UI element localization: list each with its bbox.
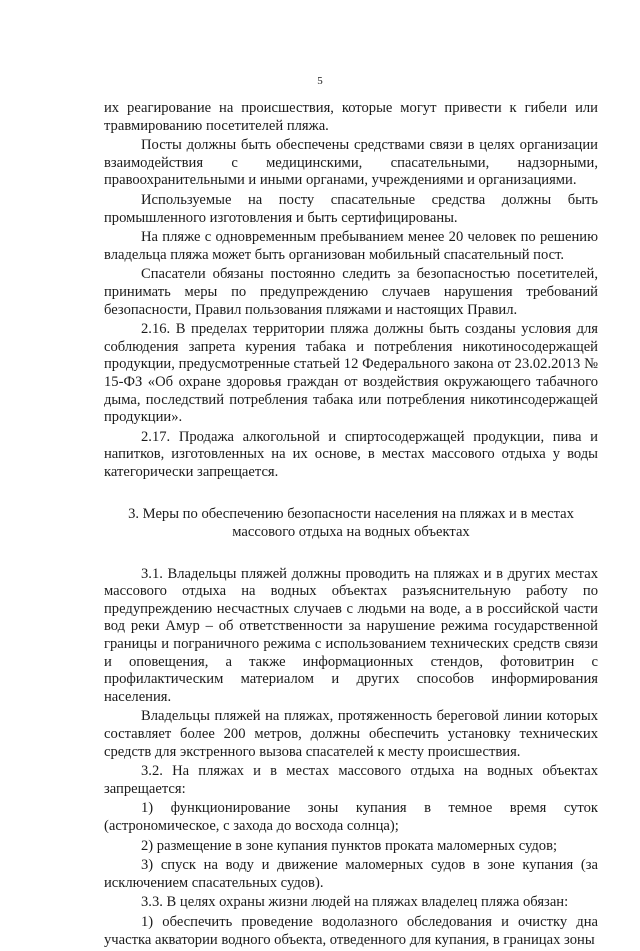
paragraph: Владельцы пляжей на пляжах, протяженность береговой линии которых составляет более 200 метров, должны обеспечить установку технических средств для экстренного вызова спасателей к месту происшествия. xyxy=(104,708,598,760)
paragraph: 1) функционирование зоны купания в темное время суток (астрономическое, с захода до восхода солнца); xyxy=(104,800,598,834)
paragraph: Спасатели обязаны постоянно следить за безопасностью посетителей, принимать меры по предупреждению случаев нарушения требований безопасности, Правил пользования пляжами и настоящих Правил. xyxy=(104,266,598,318)
paragraph: 3.1. Владельцы пляжей должны проводить на пляжах и в других местах массового отдыха на водных объектах разъяснительную работу по предупреждению несчастных случаев с людьми на воде, а в российской части вод реки Амур – об ответственности за нарушение режима государственной границы и пограничного режима с использованием технических средств связи и оповещения, а также информационных стендов, фотовитрин с профилактическим материалом и других способов информирования населения. xyxy=(104,565,598,705)
top-paragraphs xyxy=(104,100,598,481)
document-body xyxy=(104,100,598,951)
paragraph: 3.3. В целях охраны жизни людей на пляжах владелец пляжа обязан: xyxy=(141,894,569,911)
paragraph: 2) размещение в зоне купания пунктов проката маломерных судов; xyxy=(141,837,558,854)
paragraph: 2.17. Продажа алкогольной и спиртосодержащей продукции, пива и напитков, изготовленных на их основе, в местах массового отдыха у воды категорически запрещается. xyxy=(104,428,598,480)
section-heading: 3. Меры по обеспечению безопасности населения на пляжах и в местах массового отдыха на водных объектах xyxy=(128,506,574,541)
paragraph: 2.16. В пределах территории пляжа должны быть созданы условия для соблюдения запрета курения табака и потребления никотиносодержащей продукции, предусмотренные статьей 12 Федерального закона от 23.02.2013 № 15-ФЗ «Об охране здоровья граждан от воздействия окружающего табачного дыма, последствий потребления табака или потребления никотинсодержащей продукции». xyxy=(104,321,598,426)
paragraph: 1) обеспечить проведение водолазного обследования и очистку дна участка акватории водного объекта, отведенного для купания, в границах зоны xyxy=(104,913,598,948)
paragraph: их реагирование на происшествия, которые могут привести к гибели или травмированию посетителей пляжа. xyxy=(104,100,598,134)
paragraph: Посты должны быть обеспечены средствами связи в целях организации взаимодействия с медицинскими, спасательными, надзорными, правоохранительными и иными органами, учреждениями и организациями. xyxy=(104,137,598,189)
bottom-paragraphs xyxy=(104,566,598,949)
page-number: 5 xyxy=(317,75,323,87)
paragraph: На пляже с одновременным пребыванием менее 20 человек по решению владельца пляжа может быть организован мобильный спасательный пост. xyxy=(104,229,598,263)
paragraph: 3) спуск на воду и движение маломерных судов в зоне купания (за исключением спасательных судов). xyxy=(104,857,598,891)
paragraph: 3.2. На пляжах и в местах массового отдыха на водных объектах запрещается: xyxy=(104,763,598,797)
paragraph: Используемые на посту спасательные средства должны быть промышленного изготовления и быть сертифицированы. xyxy=(104,191,598,226)
